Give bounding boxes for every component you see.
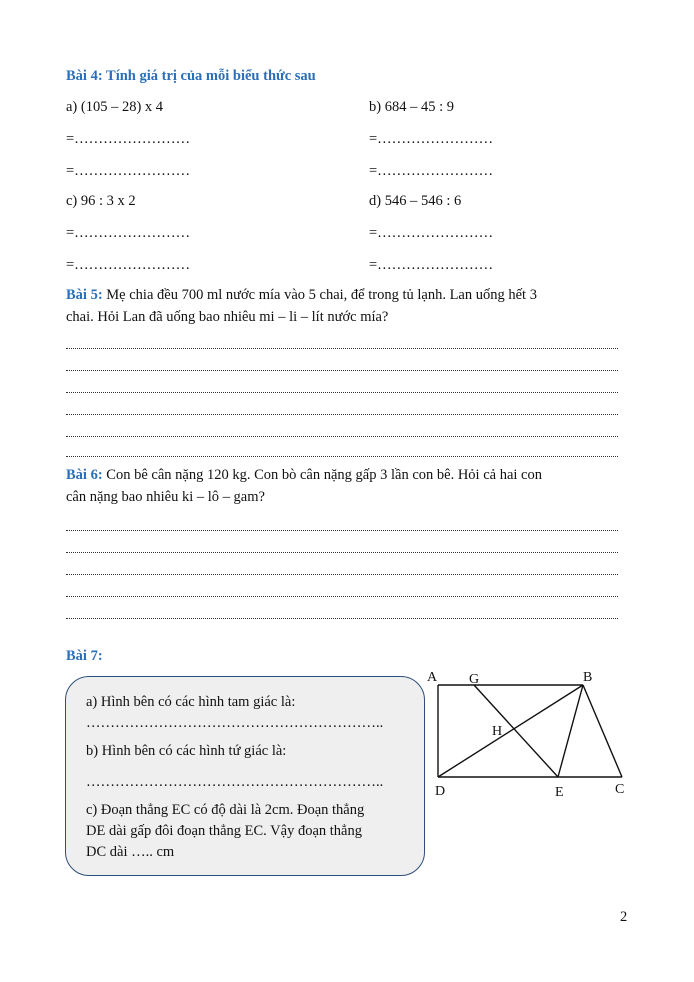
bai6-answer-line-1[interactable]	[66, 529, 618, 531]
bai4-expr-b: b) 684 – 45 : 9	[369, 99, 454, 115]
bai7-question-c-line3: DC dài ….. cm	[86, 844, 175, 860]
bai4-blank-b2[interactable]: =……………………	[369, 163, 494, 179]
bai7-question-c-line2: DE dài gấp đôi đoạn thẳng EC. Vậy đoạn thẳng	[86, 823, 362, 839]
bai5-answer-line-5[interactable]	[66, 435, 618, 437]
bai7-title: Bài 7:	[66, 648, 103, 664]
bai4-blank-b1[interactable]: =……………………	[369, 131, 494, 147]
segment-ge	[474, 685, 558, 777]
bai7-answer-b[interactable]: ……………………………………………………..	[86, 774, 384, 790]
segment-be	[558, 685, 583, 777]
bai5-question	[66, 284, 626, 328]
bai7-question-box	[65, 676, 425, 876]
segment-db	[438, 685, 583, 777]
bai5-text-line1: Mẹ chia đều 700 ml nước mía vào 5 chai, để trong tủ lạnh. Lan uống hết 3	[102, 287, 537, 303]
bai4-expr-a: a) (105 – 28) x 4	[66, 99, 164, 115]
segment-bc	[583, 685, 622, 777]
bai6-text-line1: Con bê cân nặng 120 kg. Con bò cân nặng gấp 3 lần con bê. Hỏi cả hai con	[102, 467, 542, 483]
bai7-question-a: a) Hình bên có các hình tam giác là:	[86, 694, 296, 710]
bai5-answer-line-3[interactable]	[66, 391, 618, 393]
label-e: E	[555, 785, 564, 800]
bai6-answer-line-3[interactable]	[66, 573, 618, 575]
label-d: D	[435, 784, 446, 799]
bai5-answer-line-4[interactable]	[66, 413, 618, 415]
bai7-question-b: b) Hình bên có các hình tứ giác là:	[86, 743, 287, 759]
bai7-question-c-line1: c) Đoạn thẳng EC có độ dài là 2cm. Đoạn thẳng	[86, 802, 365, 818]
label-c: C	[615, 782, 625, 797]
bai6-text-line2: cân nặng bao nhiêu ki – lô – gam?	[66, 489, 265, 505]
bai5-text-line2: chai. Hỏi Lan đã uống bao nhiêu mi – li – lít nước mía?	[66, 309, 389, 325]
label-b: B	[583, 670, 593, 685]
bai6-answer-line-5[interactable]	[66, 617, 618, 619]
bai6-answer-line-4[interactable]	[66, 595, 618, 597]
bai5-label: Bài 5:	[66, 287, 103, 303]
bai4-blank-a1[interactable]: =……………………	[66, 131, 191, 147]
bai4-blank-c1[interactable]: =……………………	[66, 225, 191, 241]
bai4-blank-d2[interactable]: =……………………	[369, 257, 494, 273]
label-h: H	[492, 724, 503, 739]
bai4-expr-c: c) 96 : 3 x 2	[66, 193, 136, 209]
bai6-answer-line-2[interactable]	[66, 551, 618, 553]
bai4-blank-d1[interactable]: =……………………	[369, 225, 494, 241]
bai4-blank-c2[interactable]: =……………………	[66, 257, 191, 273]
bai5-answer-line-1[interactable]	[66, 347, 618, 349]
bai7-answer-a[interactable]: ……………………………………………………..	[86, 715, 384, 731]
bai4-expr-d: d) 546 – 546 : 6	[369, 193, 462, 209]
bai5-answer-line-6[interactable]	[66, 455, 618, 457]
page-number: 2	[620, 909, 628, 925]
bai6-label: Bài 6:	[66, 467, 103, 483]
bai4-blank-a2[interactable]: =……………………	[66, 163, 191, 179]
bai5-answer-line-2[interactable]	[66, 369, 618, 371]
bai4-title: Bài 4: Tính giá trị của mỗi biểu thức sau	[66, 68, 316, 84]
bai6-question	[66, 464, 626, 508]
label-g: G	[469, 672, 480, 687]
label-a: A	[427, 670, 438, 685]
